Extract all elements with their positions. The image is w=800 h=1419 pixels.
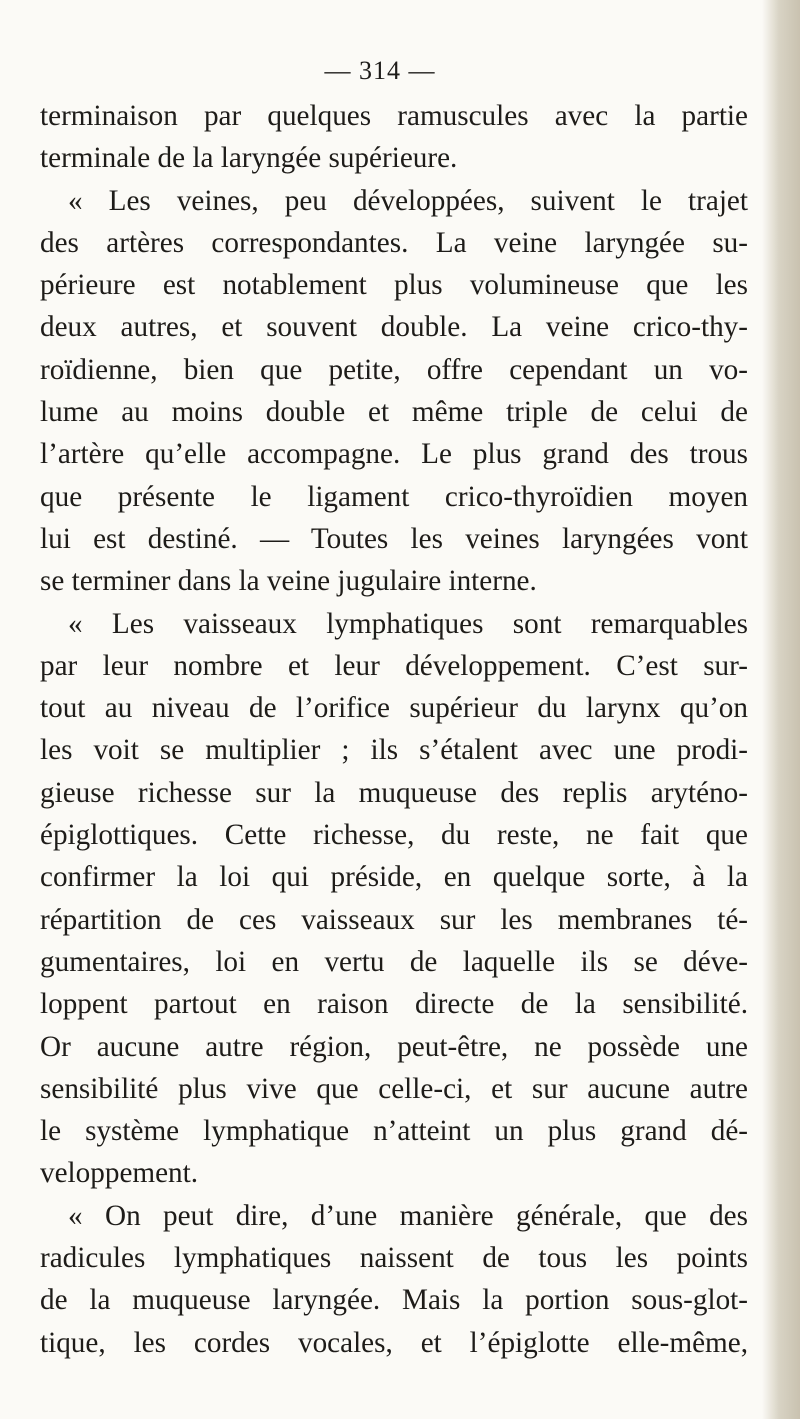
text-line: roïdienne, bien que petite, offre cependant un vo- <box>40 353 748 386</box>
text-line: par leur nombre et leur développement. C’est sur- <box>40 649 748 682</box>
text-line: terminale de la laryngée supérieure. <box>40 142 458 175</box>
text-line: le système lymphatique n’atteint un plus grand dé- <box>40 1115 748 1148</box>
text-line: épiglottiques. Cette richesse, du reste, ne fait que <box>40 819 748 852</box>
text-line: des artères correspondantes. La veine laryngée su- <box>40 226 748 259</box>
text-line: l’artère qu’elle accompagne. Le plus grand des trous <box>40 438 748 471</box>
text-line: lui est destiné. — Toutes les veines laryngées vont <box>40 522 748 555</box>
text-line: veloppement. <box>40 1157 199 1190</box>
text-line: radicules lymphatiques naissent de tous les points <box>40 1242 748 1275</box>
text-line: gieuse richesse sur la muqueuse des replis aryténo- <box>40 776 748 809</box>
text-line: se terminer dans la veine jugulaire interne. <box>40 565 537 598</box>
text-line: gumentaires, loi en vertu de laquelle ils se déve- <box>40 945 748 978</box>
text-line: « Les veines, peu développées, suivent le trajet <box>68 184 748 217</box>
text-line: de la muqueuse laryngée. Mais la portion sous-glot- <box>40 1284 748 1317</box>
text-line: confirmer la loi qui préside, en quelque sorte, à la <box>40 861 748 894</box>
text-line: lume au moins double et même triple de celui de <box>40 396 748 429</box>
text-line: sensibilité plus vive que celle-ci, et sur aucune autre <box>40 1072 748 1105</box>
text-line: tout au niveau de l’orifice supérieur du larynx qu’on <box>40 692 748 725</box>
text-line: terminaison par quelques ramuscules avec la partie <box>40 100 748 132</box>
text-line: les voit se multiplier ; ils s’étalent avec une prodi- <box>40 734 748 767</box>
text-line: que présente le ligament crico-thyroïdien moyen <box>40 480 748 513</box>
text-line: « On peut dire, d’une manière générale, que des <box>68 1199 748 1232</box>
text-line: répartition de ces vaisseaux sur les membranes té- <box>40 903 748 936</box>
body-text <box>40 95 748 1364</box>
text-line: tique, les cordes vocales, et l’épiglotte elle-même, <box>40 1326 748 1359</box>
text-line: périeure est notablement plus volumineuse que les <box>40 269 748 302</box>
page-edge-shadow <box>762 0 800 1419</box>
text-line: deux autres, et souvent double. La veine crico-thy- <box>40 311 748 344</box>
text-line: Or aucune autre région, peut-être, ne possède une <box>40 1030 748 1063</box>
text-line: loppent partout en raison directe de la sensibilité. <box>40 988 748 1021</box>
text-line: « Les vaisseaux lymphatiques sont remarquables <box>68 607 748 640</box>
page-number: — 314 — <box>324 56 436 85</box>
